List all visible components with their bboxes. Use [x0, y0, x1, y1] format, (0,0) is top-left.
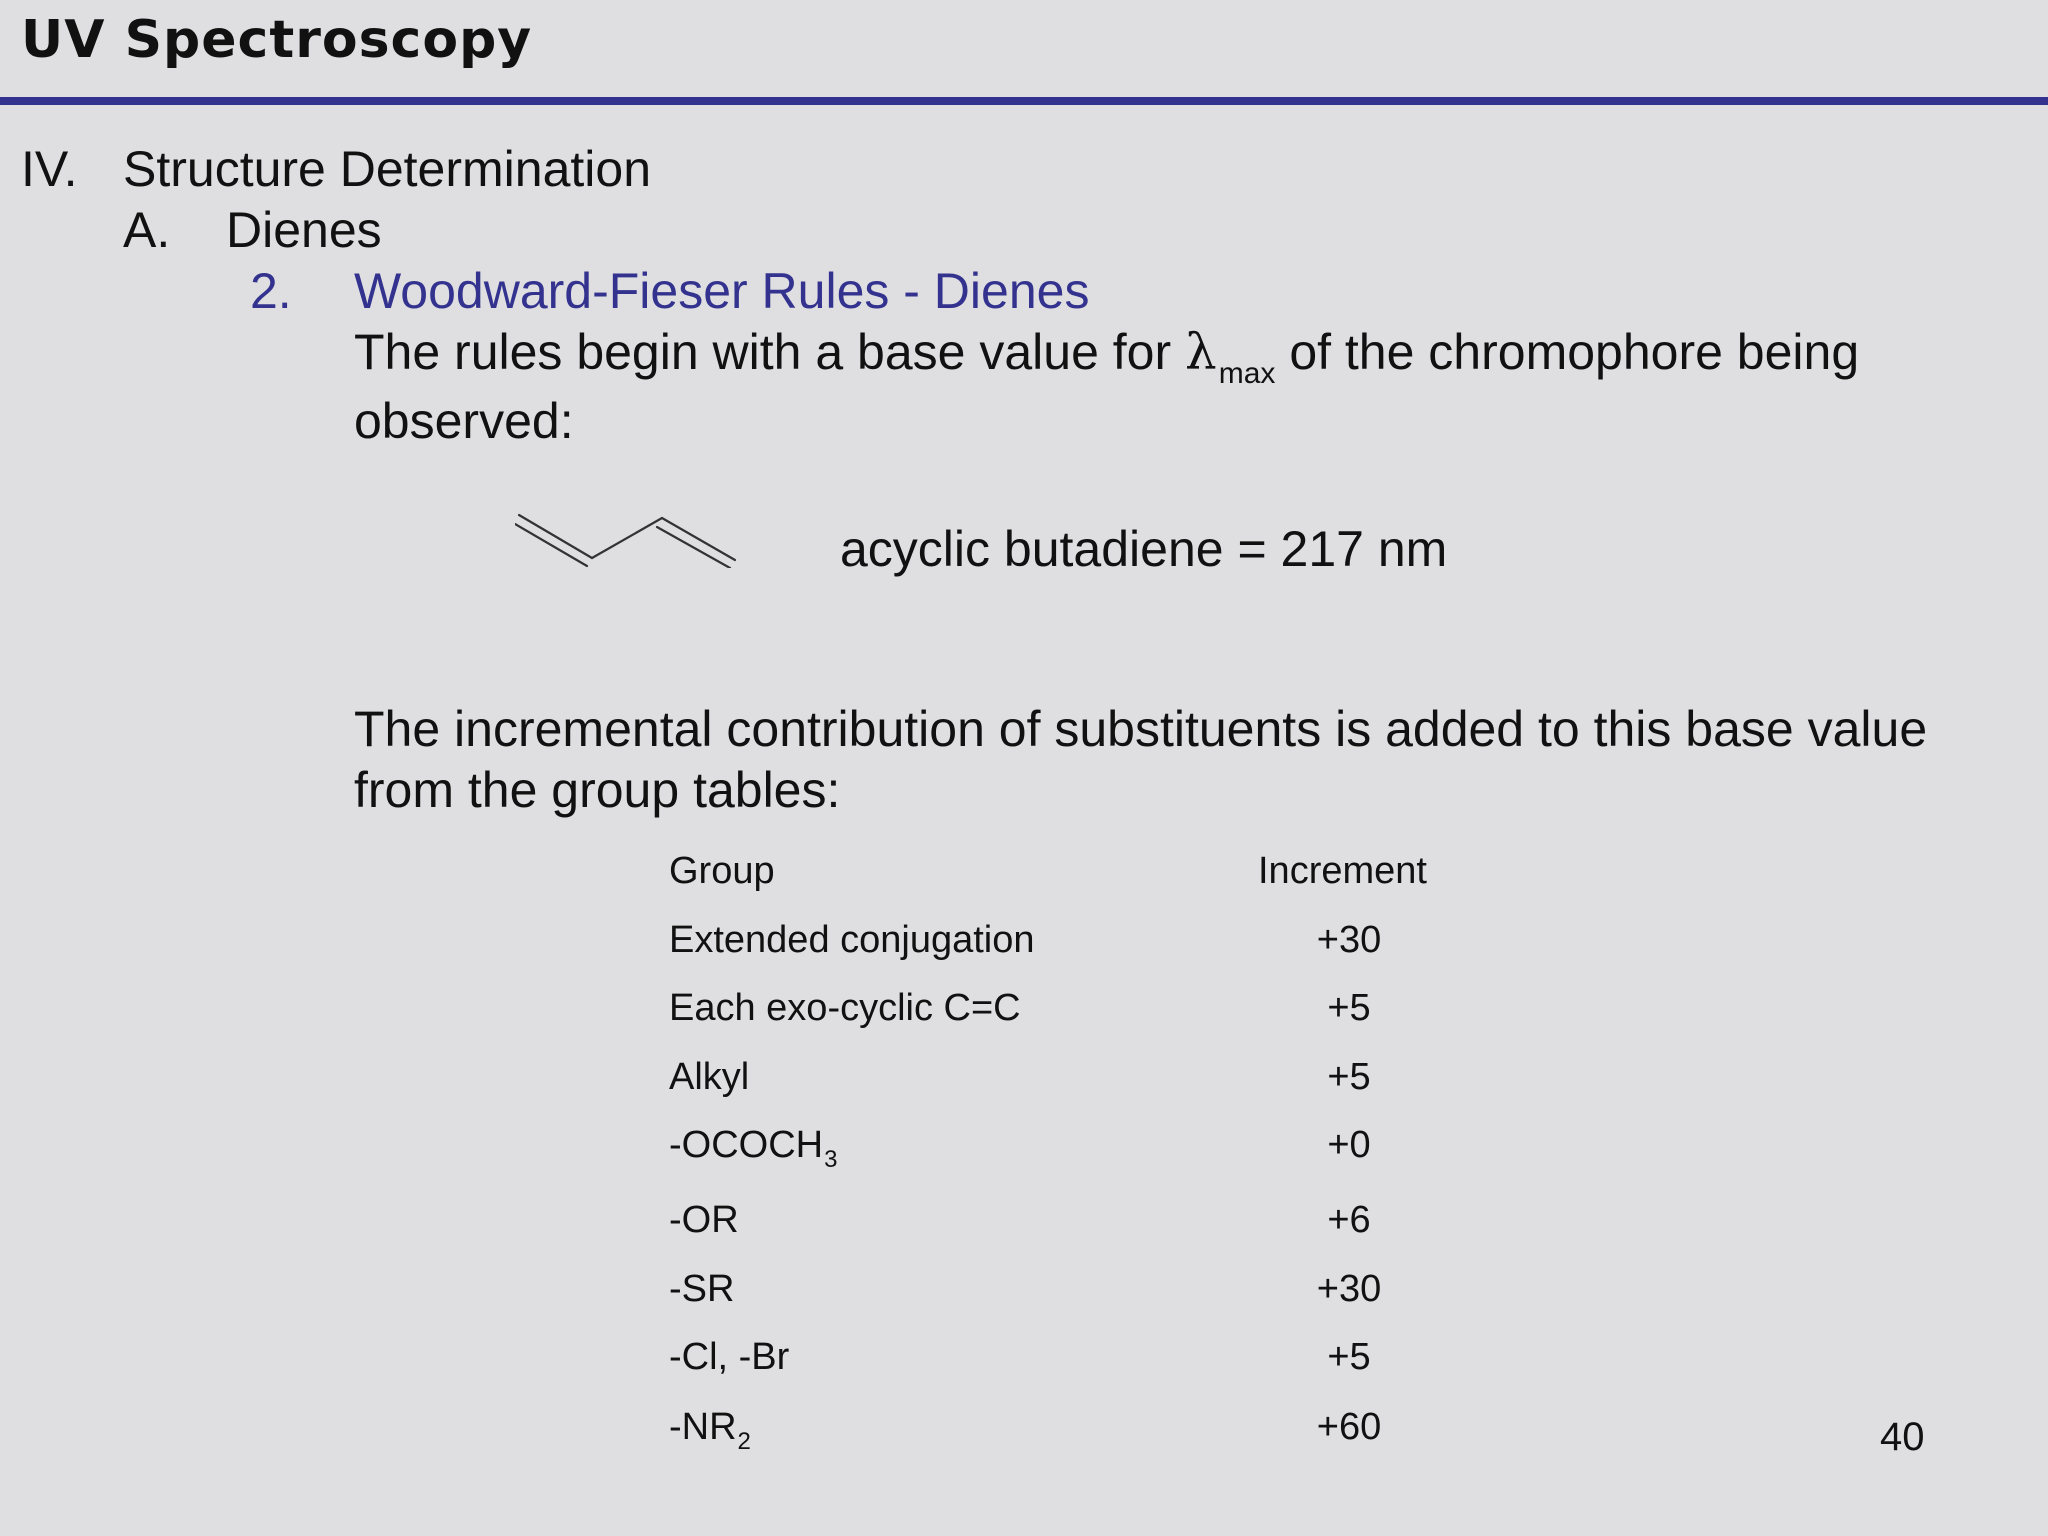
row-group: -OR — [669, 1199, 739, 1241]
row-group: -SR — [669, 1268, 735, 1310]
outline-level-2-text: Dienes — [226, 202, 382, 258]
intro-paragraph-line-1 — [354, 323, 1860, 390]
row-increment: +30 — [1316, 1268, 1382, 1310]
lambda-subscript: max — [1218, 357, 1276, 390]
row-increment: +60 — [1316, 1406, 1382, 1448]
slide-title: UV Spectroscopy — [21, 10, 533, 70]
intro-paragraph-line-2: observed: — [354, 393, 574, 449]
header-increment: Increment — [1258, 850, 1427, 892]
header-group: Group — [669, 850, 775, 892]
row-group: -Cl, -Br — [669, 1336, 790, 1378]
row-increment: +0 — [1327, 1124, 1371, 1166]
row-increment: +30 — [1316, 919, 1382, 961]
outline-level-3-number: 2. — [250, 263, 292, 319]
row-increment: +5 — [1327, 1056, 1371, 1098]
outline-level-2-number: A. — [123, 202, 171, 258]
row-group-subscript: 2 — [737, 1428, 751, 1455]
increment-paragraph-line-1: The incremental contribution of substituents is added to this base value — [354, 701, 1928, 757]
outline-level-3-text: Woodward-Fieser Rules - Dienes — [354, 263, 1090, 319]
row-group: -NR — [669, 1406, 737, 1448]
intro-text-after: of the chromophore being — [1275, 324, 1860, 380]
outline-level-1-number: IV. — [21, 141, 78, 197]
row-group: Alkyl — [669, 1056, 750, 1098]
row-increment: +6 — [1327, 1199, 1371, 1241]
butadiene-structure — [515, 508, 745, 568]
title-divider — [0, 97, 2048, 105]
row-group-subscript: 3 — [824, 1146, 838, 1173]
row-increment: +5 — [1327, 987, 1371, 1029]
row-group: -OCOCH — [669, 1124, 824, 1166]
row-increment: +5 — [1327, 1336, 1371, 1378]
row-group: Each exo-cyclic C=C — [669, 987, 1021, 1029]
row-group-wrap — [669, 1406, 751, 1456]
lambda-symbol: λ — [1185, 323, 1217, 381]
page-number: 40 — [1880, 1415, 1925, 1459]
increment-paragraph-line-2: from the group tables: — [354, 762, 841, 818]
row-group: Extended conjugation — [669, 919, 1035, 961]
base-value-label: acyclic butadiene = 217 nm — [840, 521, 1448, 577]
intro-text-before: The rules begin with a base value for — [354, 324, 1186, 380]
outline-level-1-text: Structure Determination — [123, 141, 652, 197]
row-group-wrap — [669, 1124, 837, 1174]
